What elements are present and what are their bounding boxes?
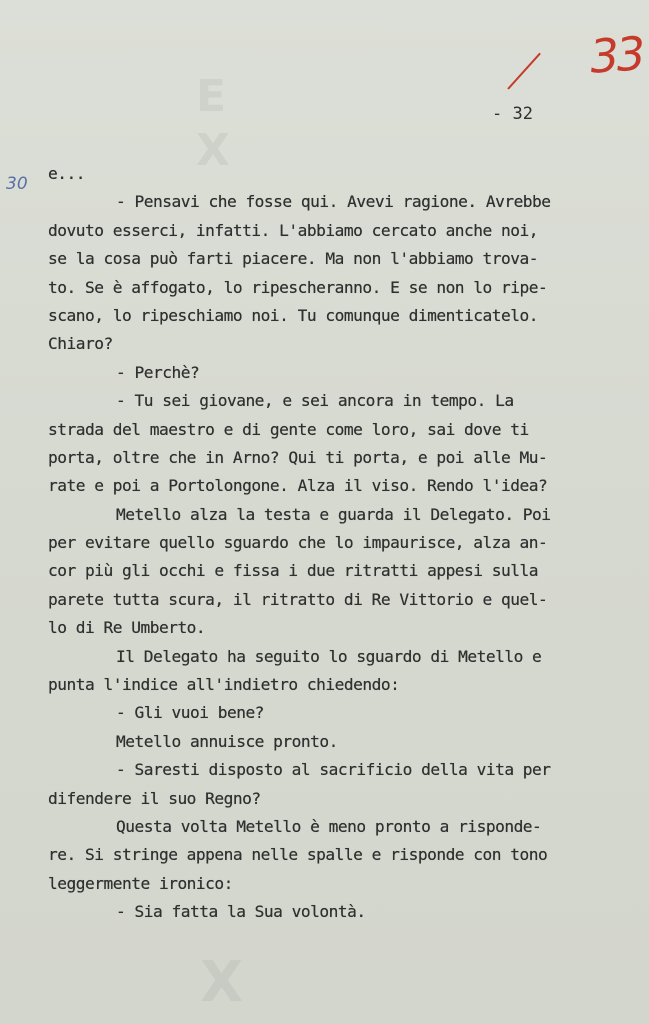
- text-line: lo di Re Umberto.: [48, 618, 206, 638]
- typed-page-number: - 32: [492, 104, 533, 124]
- text-line: - Gli vuoi bene?: [116, 703, 264, 723]
- text-line: parete tutta scura, il ritratto di Re Vittorio e quel-: [48, 589, 548, 609]
- text-line: punta l'indice all'indietro chiedendo:: [48, 675, 400, 695]
- text-line: - Sia fatta la Sua volontà.: [116, 902, 366, 922]
- text-line: re. Si stringe appena nelle spalle e risponde con tono: [48, 845, 548, 865]
- text-line: to. Se è affogato, lo ripescheranno. E se non lo ripe-: [48, 277, 548, 297]
- text-line: per evitare quello sguardo che lo impaurisce, alza an-: [48, 533, 548, 553]
- text-line: se la cosa può farti piacere. Ma non l'abbiamo trova-: [48, 249, 539, 269]
- text-line: leggermente ironico:: [48, 873, 233, 893]
- text-line: strada del maestro e di gente come loro, sai dove ti: [48, 419, 529, 439]
- text-line: Chiaro?: [48, 334, 113, 354]
- text-line: - Pensavi che fosse qui. Avevi ragione. Avrebbe: [116, 192, 551, 212]
- text-line: dovuto esserci, infatti. L'abbiamo cercato anche noi,: [48, 220, 539, 240]
- archive-watermark: E X: [196, 71, 232, 176]
- red-page-number: 33: [588, 26, 645, 84]
- text-line: - Saresti disposto al sacrificio della vita per: [116, 760, 551, 780]
- text-line: - Perchè?: [116, 362, 200, 382]
- text-line: rate e poi a Portolongone. Alza il viso. Rendo l'idea?: [48, 476, 548, 496]
- text-line: cor più gli occhi e fissa i due ritratti appesi sulla: [48, 561, 539, 581]
- text-line: difendere il suo Regno?: [48, 788, 261, 808]
- margin-note: 30: [6, 174, 28, 194]
- text-line: Questa volta Metello è meno pronto a risponde-: [116, 816, 542, 836]
- text-line: Il Delegato ha seguito lo sguardo di Metello e: [116, 646, 542, 666]
- text-line: - Tu sei giovane, e sei ancora in tempo. La: [116, 391, 514, 411]
- text-line: Metello alza la testa e guarda il Delegato. Poi: [116, 504, 551, 524]
- text-line: scano, lo ripeschiamo noi. Tu comunque dimenticatelo.: [48, 305, 539, 325]
- archive-watermark-bottom: X: [200, 950, 244, 1015]
- text-line: Metello annuisce pronto.: [116, 731, 338, 751]
- text-line: porta, oltre che in Arno? Qui ti porta, e poi alle Mu-: [48, 447, 548, 467]
- red-strike-mark: [507, 53, 541, 90]
- body-text: [48, 160, 588, 927]
- text-line: e...: [48, 164, 85, 183]
